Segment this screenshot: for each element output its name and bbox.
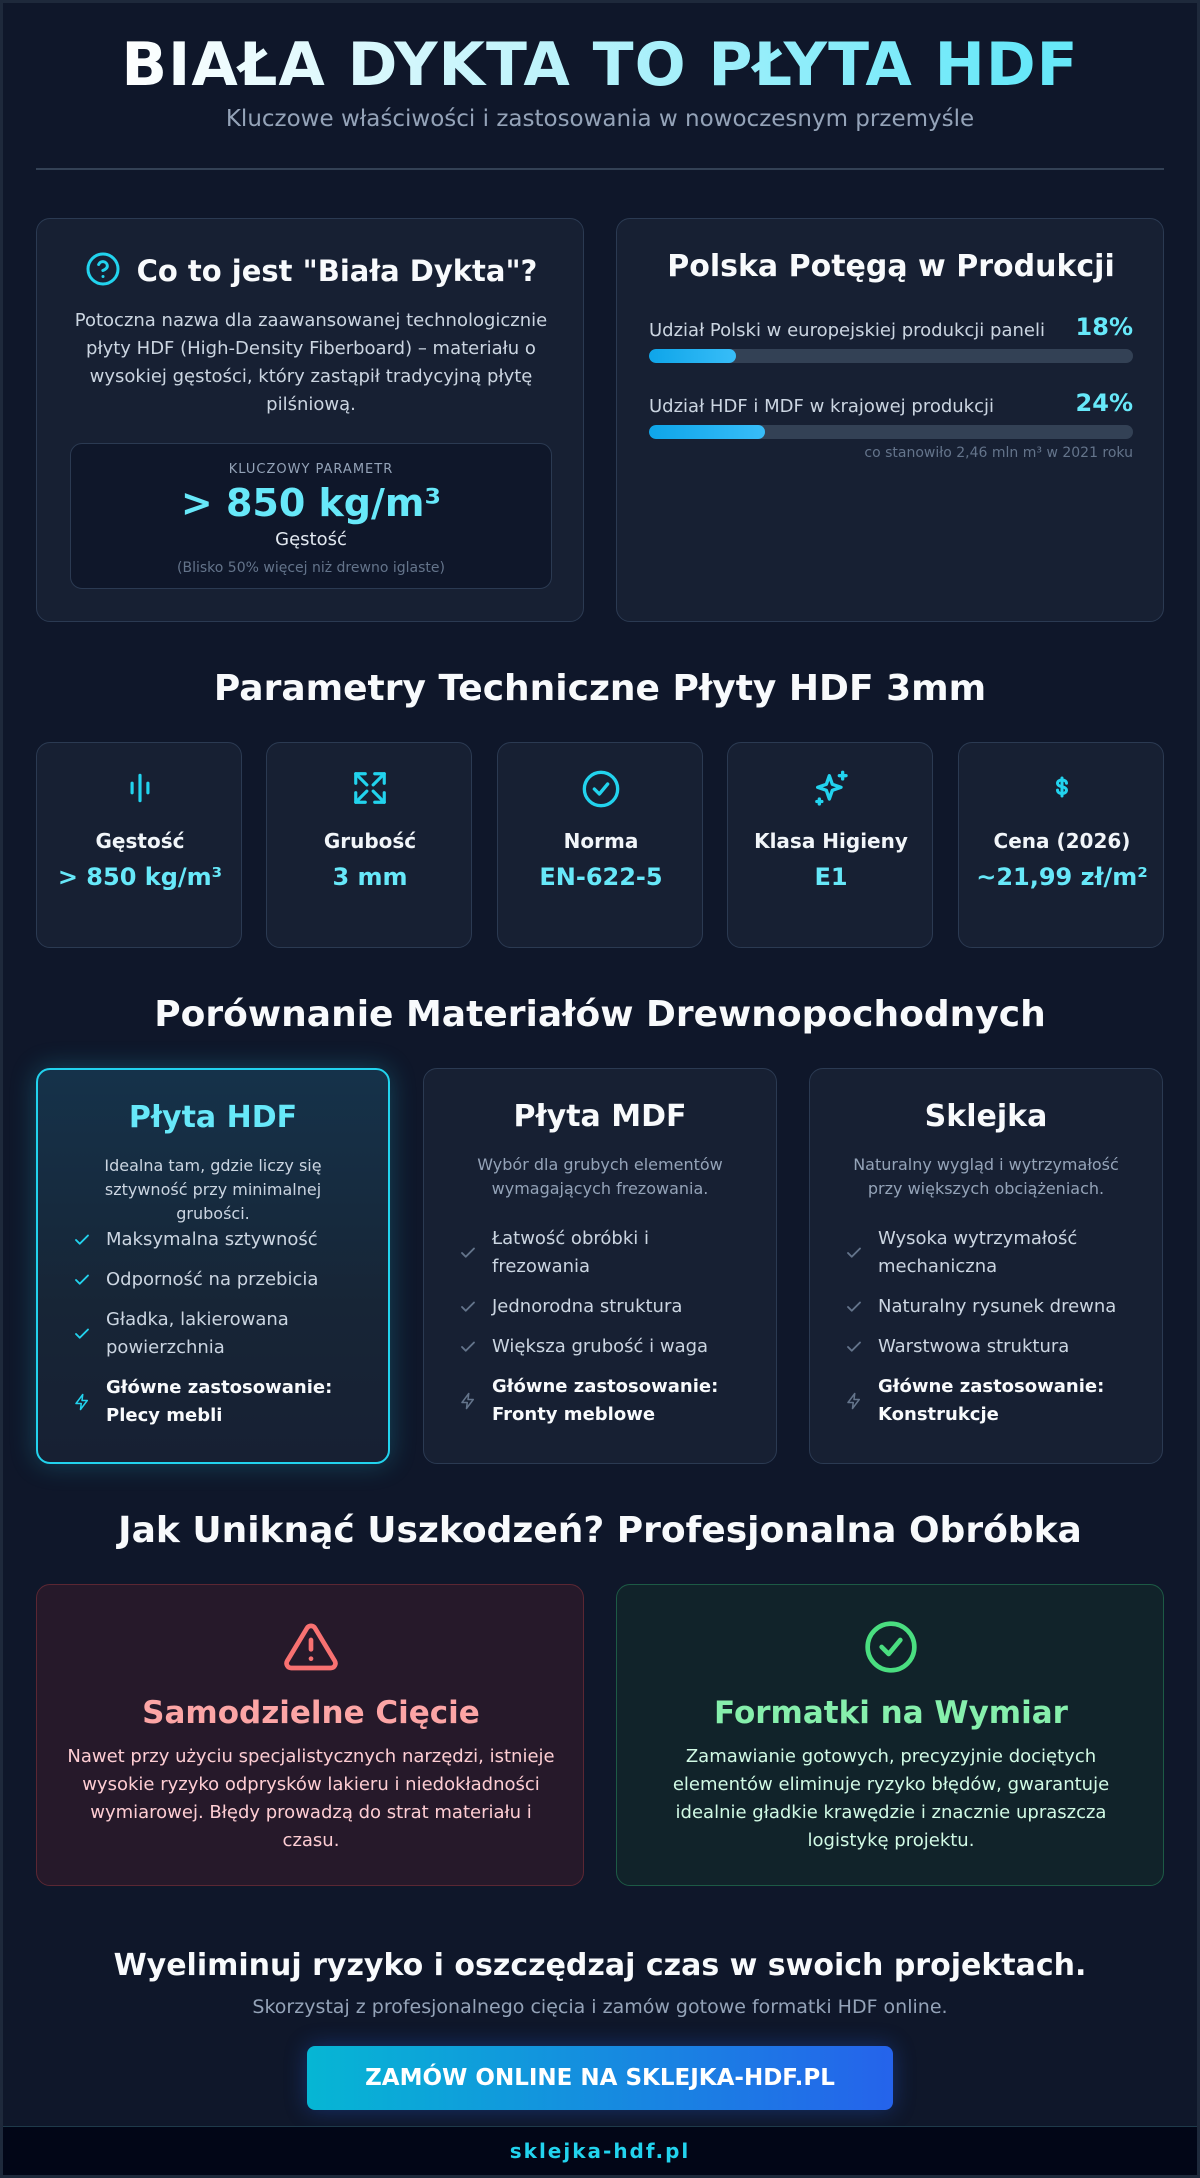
feature-item: Gładka, lakierowana powierzchnia [72,1306,362,1362]
feature-list [458,1225,750,1441]
expand-icon [351,769,389,811]
poland-footnote: co stanowiło 2,46 mln m³ w 2021 roku [864,445,1133,461]
feature-item: Naturalny rysunek drewna [844,1293,1136,1321]
density-icon [121,769,159,811]
param-label: Grubość [323,829,417,853]
check-icon [458,1244,478,1262]
question-circle-icon [85,251,121,291]
compare-card-title: Płyta HDF [128,1100,298,1135]
progress-bar [649,349,1133,363]
param-label: Norma [563,829,639,853]
check-circle-icon [581,769,621,813]
compare-card-title: Płyta MDF [513,1099,687,1134]
self-cutting-text: Nawet przy użyciu specjalistycznych narzędzi, istnieje wysokie ryzyko odprysków lakieru i niedokładności wymiarowej. Błędy prowadzą do strat materiału i czasu. [67,1746,555,1851]
what-is-card [36,218,584,622]
footer-site-link[interactable]: sklejka-hdf.pl [3,2126,1197,2175]
check-icon [72,1325,92,1343]
cta-subtitle: Skorzystaj z profesjonalnego cięcia i zamów gotowe formatki HDF online. [252,1996,948,2018]
stat-value: 18% [1075,313,1133,341]
warning-icon [283,1619,339,1679]
compare-card-hdf [36,1068,390,1464]
compare-card-mdf [423,1068,777,1464]
custom-formats-text: Zamawianie gotowych, precyzyjnie dociętych elementów eliminuje ryzyko błędów, gwarantuje idealnie gładkie krawędzie i znacznie upraszcza logistykę projektu. [672,1746,1110,1851]
params-section-title: Parametry Techniczne Płyty HDF 3mm [213,668,987,709]
check-icon [458,1298,478,1316]
what-is-description: Potoczna nazwa dla zaawansowanej technologicznie płyty HDF (High-Density Fiberboard) – materiału o wysokiej gęstości, który zastąpił tradycyjną płytę pilśniową. [74,310,548,415]
param-value: EN-622-5 [539,863,663,891]
dollar-icon [1044,769,1080,809]
what-is-header [37,251,585,291]
usage-item: Główne zastosowanie: Fronty meblowe [458,1373,750,1429]
progress-bar [649,425,1133,439]
key-parameter-value: > 850 kg/m³ [180,481,442,525]
page-subtitle: Kluczowe właściwości i zastosowania w nowoczesnym przemyśle [225,106,975,132]
check-circle-icon [863,1619,919,1679]
feature-list [72,1226,362,1442]
what-is-title: Co to jest "Biała Dykta"? [136,254,538,288]
feature-item: Łatwość obróbki i frezowania [458,1225,750,1281]
compare-card-title: Sklejka [924,1099,1048,1134]
check-icon [844,1338,864,1356]
param-card-price [958,742,1164,948]
stat-value: 24% [1075,389,1133,417]
stat-domestic-share [649,389,1133,439]
feature-item: Warstwowa struktura [844,1333,1136,1361]
key-parameter-box [70,443,552,589]
compare-card-description: Idealna tam, gdzie liczy się sztywność przy minimalnej grubości. [104,1156,322,1223]
order-online-button[interactable]: ZAMÓW ONLINE NA SKLEJKA-HDF.PL [307,2046,893,2110]
param-card-hygiene [727,742,933,948]
feature-item: Maksymalna sztywność [72,1226,362,1254]
progress-fill [649,425,765,439]
feature-list [844,1225,1136,1441]
key-parameter-note: (Blisko 50% więcej niż drewno iglaste) [177,560,445,576]
feature-item: Wysoka wytrzymałość mechaniczna [844,1225,1136,1281]
param-card-norm [497,742,703,948]
param-value: E1 [814,863,848,891]
page-title: BIAŁA DYKTA TO PŁYTA HDF [0,30,1200,100]
key-parameter-label: KLUCZOWY PARAMETR [228,462,394,477]
poland-title: Polska Potęgą w Produkcji [667,249,1115,284]
custom-formats-card [616,1584,1164,1886]
progress-fill [649,349,736,363]
param-value: ~21,99 zł/m² [976,863,1148,891]
check-icon [458,1338,478,1356]
lightning-icon [72,1392,92,1412]
param-label: Klasa Higieny [754,829,908,853]
poland-production-card [616,218,1164,622]
key-parameter-name: Gęstość [275,529,347,550]
check-icon [72,1231,92,1249]
check-icon [72,1271,92,1289]
param-card-density [36,742,242,948]
stat-label: Udział Polski w europejskiej produkcji paneli [649,320,1045,341]
feature-item: Większa grubość i waga [458,1333,750,1361]
custom-formats-title: Formatki na Wymiar [714,1695,1068,1731]
compare-card-plywood [809,1068,1163,1464]
lightning-icon [844,1391,864,1411]
check-icon [844,1298,864,1316]
stat-label: Udział HDF i MDF w krajowej produkcji [649,396,995,417]
processing-section-title: Jak Uniknąć Uszkodzeń? Profesjonalna Obróbka [118,1510,1082,1551]
feature-item: Jednorodna struktura [458,1293,750,1321]
feature-item: Odporność na przebicia [72,1266,362,1294]
param-card-thickness [266,742,472,948]
header-divider [36,168,1164,170]
param-label: Cena (2026) [993,829,1131,853]
cta-title: Wyeliminuj ryzyko i oszczędzaj czas w swoich projektach. [113,1948,1087,1983]
param-value: 3 mm [332,863,408,891]
param-label: Gęstość [95,829,185,853]
param-value: > 850 kg/m³ [57,863,223,891]
sparkle-icon [811,769,851,813]
stat-europe-share [649,313,1133,363]
self-cutting-card [36,1584,584,1886]
compare-card-description: Naturalny wygląd i wytrzymałość przy większych obciążeniach. [853,1155,1119,1198]
compare-card-description: Wybór dla grubych elementów wymagających frezowania. [477,1155,723,1198]
check-icon [844,1244,864,1262]
usage-item: Główne zastosowanie: Plecy mebli [72,1374,362,1430]
usage-item: Główne zastosowanie: Konstrukcje [844,1373,1136,1429]
compare-section-title: Porównanie Materiałów Drewnopochodnych [154,994,1046,1035]
self-cutting-title: Samodzielne Cięcie [142,1695,480,1731]
lightning-icon [458,1391,478,1411]
